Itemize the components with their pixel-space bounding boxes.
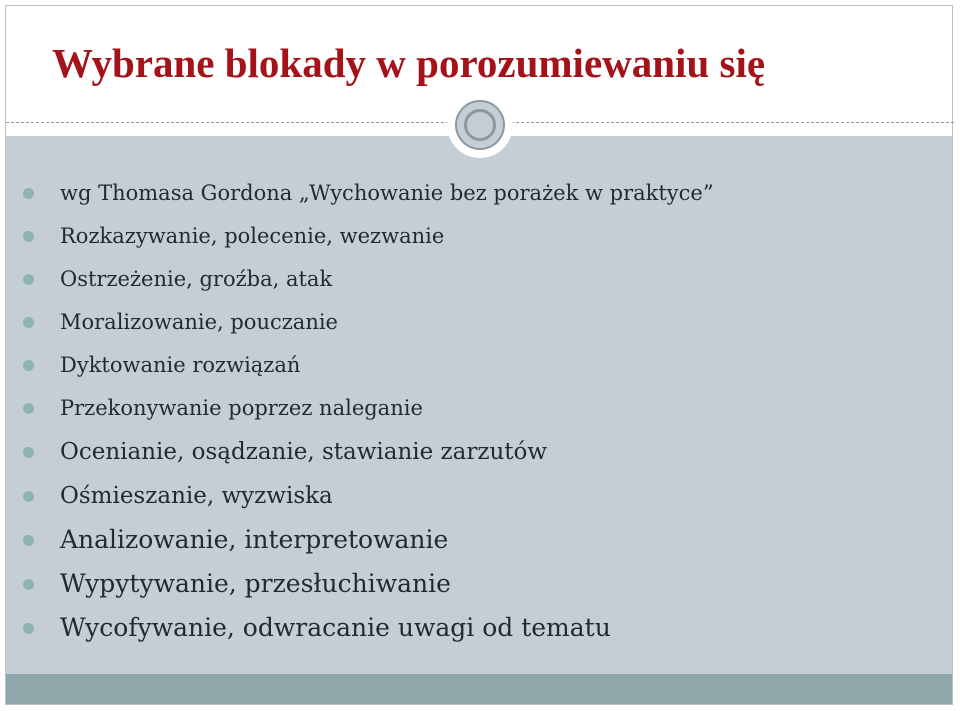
- round-bullet-icon: [23, 188, 34, 199]
- round-bullet-icon: [23, 447, 34, 458]
- list-item: [22, 474, 714, 518]
- list-item: [22, 518, 714, 562]
- round-bullet-icon: [23, 317, 34, 328]
- list-item-text: Moralizowanie, pouczanie: [60, 310, 338, 334]
- list-item: [22, 430, 714, 474]
- list-item: [22, 562, 714, 606]
- list-item-text: Ocenianie, osądzanie, stawianie zarzutów: [60, 439, 548, 465]
- slide-title: Wybrane blokady w porozumiewaniu się: [52, 40, 766, 86]
- round-bullet-icon: [23, 360, 34, 371]
- list-item: [22, 258, 714, 301]
- list-item: [22, 606, 714, 650]
- list-item-text: Przekonywanie poprzez naleganie: [60, 396, 423, 420]
- round-bullet-icon: [23, 403, 34, 414]
- round-bullet-icon: [23, 491, 34, 502]
- list-item-text: Analizowanie, interpretowanie: [60, 525, 449, 554]
- footer-band: [6, 674, 952, 704]
- round-bullet-icon: [23, 274, 34, 285]
- list-item-text: Ostrzeżenie, groźba, atak: [60, 267, 333, 291]
- list-item: [22, 301, 714, 344]
- list-item-text: Wypytywanie, przesłuchiwanie: [60, 569, 451, 598]
- list-item-text: Dyktowanie rozwiązań: [60, 353, 301, 377]
- round-bullet-icon: [23, 579, 34, 590]
- round-bullet-icon: [23, 231, 34, 242]
- round-bullet-icon: [23, 623, 34, 634]
- list-item-text: Ośmieszanie, wyzwiska: [60, 483, 333, 509]
- concentric-circles-icon: [447, 92, 513, 158]
- list-item: [22, 387, 714, 430]
- round-bullet-icon: [23, 535, 34, 546]
- list-item-text: Rozkazywanie, polecenie, wezwanie: [60, 224, 445, 248]
- bullet-list: [22, 172, 714, 650]
- list-item: [22, 215, 714, 258]
- ornament-inner-ring: [464, 109, 496, 141]
- list-item: [22, 172, 714, 215]
- ornament-outer-ring: [455, 100, 505, 150]
- list-item-text: Wycofywanie, odwracanie uwagi od tematu: [60, 613, 611, 642]
- list-item-text: wg Thomasa Gordona „Wychowanie bez porażek w praktyce”: [60, 181, 714, 205]
- list-item: [22, 344, 714, 387]
